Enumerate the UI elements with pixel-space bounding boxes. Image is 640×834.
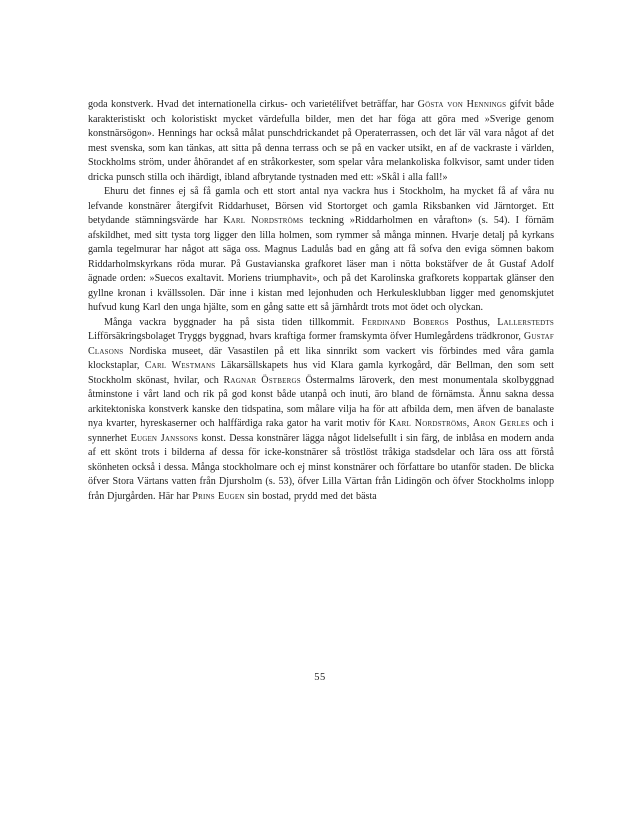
page-number: 55 [314,672,326,683]
person-name: Prins Eugen [192,490,245,502]
paragraph-1 [88,98,554,185]
text-run: sin bostad, prydd med det bästa [244,490,377,502]
person-name: Aron Gerles [472,418,530,429]
text-run: Många vackra byggnader ha på sista tiden tillkommit. [104,316,362,328]
text-run: Nordiska museet, där Vasastilen på ett lika sinnrikt som vackert vis förbindes med våra gamla klockstaplar, [88,345,554,371]
person-name: Gustaf Clasons [88,331,554,357]
text-run: Posthus, [448,316,498,328]
person-name: Lallerstedts [497,316,554,328]
text-run: Östermalms läroverk, den mest monumentala skolbyggnad åtminstone i vårt land och rik på god konst både utanpå och inuti, äro bland de förnämsta. Ännu sakna dessa arkitektoniska konstverk kanske den tidspatina, som målare vilja ha för att afbilda dem, men äfven de banalaste nya kvarter, hyreskaserner och halffärdiga raka gator ha varit motiv för [88,374,554,429]
text-run: gifvit både karakteristiskt och koloristiskt mycket värdefulla bilder, men det har föga att göra med »Sverige genom konstnärsögon». Hennings har också målat punschdrickandet på Operaterrassen, och det lär väl vara något af det mest svenska, som kan tänkas, att sitta på denna terrass och se på en vacker utsikt, en af de vackraste i världen, Stockholms ström, under åhörandet af en stråkorkester, som spelar våra melankoliska folkvisor, samt under tiden dricka punsch stilla och ihärdigt, ibland afbrytande tystnaden med ett: »Skål i alla fall!» [88,99,554,183]
paragraph-2 [88,185,554,316]
person-name: Ragnar Östbergs [223,374,301,386]
paragraph-3 [88,316,554,505]
text-run: goda konstverk. Hvad det internationella cirkus- och varietélifvet beträffar, har [88,99,418,110]
person-name: Carl Westmans [144,360,216,371]
text-run: Läkarsällskapets hus vid Klara gamla kyrkogård, där Bellman, den som sett Stockholm skönast, hvilar, och [88,360,554,386]
text-run: Ehuru det finnes ej så få gamla och ett stort antal nya vackra hus i Stockholm, ha mycket få af våra nu lefvande konstnärer återgifvit Riddarhuset, Börsen vid Stortorget och gamla Riksbanken vid Järntorget. Ett betydande stämningsvärde har [88,186,554,226]
text-run: konst. Dessa konstnärer lägga något lidelsefullt i sin färg, de inblåsa en modern anda af ett skönt trots i bilderna af dessa för icke-konstnärer så tröstlöst tråkiga stadsdelar och lära oss att förstå skönheten också i dessa. Många stockholmare och ej minst konstnärer och författare bo utanför staden. De blicka öfver Stora Värtans vatten från Djursholm (s. 53), öfver Lilla Värtan från Lidingön och öfver Stockholms inlopp från Djurgården. Här har [88,432,554,502]
person-name: Gösta von Hennings [417,99,507,110]
text-run: , [466,418,473,429]
text-run: och i synnerhet [88,418,554,444]
person-name: Eugen Janssons [130,432,199,444]
text-run: teckning »Riddarholmen en vårafton» (s. 54). I förnäm afskildhet, med sitt tysta torg ligger den lilla holmen, som rymmer så många minnen. Hvarje detalj på kyrkans gamla tegelmurar har något att säga oss. Magnus Ladulås bad en gång att få sofva den eviga sömnen bakom Riddarholmskyrkans röda murar. På Gustavianska grafkoret läser man i nötta bokstäfver de åt Gustaf Adolf ägnade orden: »Suecos exaltavit. Moriens triumphavit», och på det Karolinska grafkorets koppartak glänser den gyllne kronan i kvällssolen. Där inne i kistan med lejonhuden och Herkulesklubban ligger med genomskjutet hufvud kung Karl den unga hjälte, som en gång satte ett så järnhårdt trots mot ödet och olyckan. [88,215,554,313]
text-run: Lifförsäkringsbolaget Tryggs byggnad, hvars kraftiga former framskymta öfver Humlegårdens trädkronor, [88,331,524,342]
person-name: Ferdinand Bobergs [361,316,449,328]
person-name: Karl Nordströms [388,418,467,429]
person-name: Karl Nordströms [223,215,304,226]
body-text [88,98,554,504]
